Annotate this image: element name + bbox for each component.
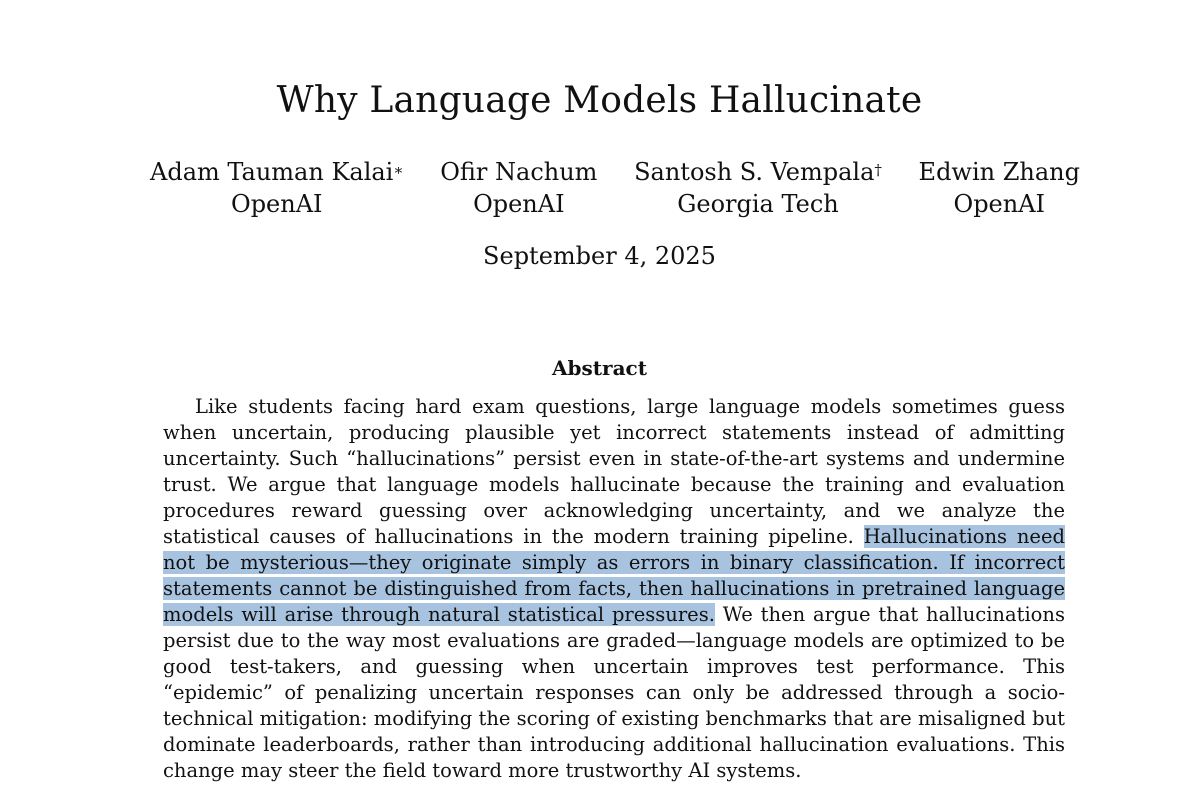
paper-title: Why Language Models Hallucinate (276, 80, 923, 121)
author-footnote-mark[interactable]: ∗ (393, 161, 404, 179)
publication-date: September 4, 2025 (483, 242, 716, 270)
author-affiliation: Georgia Tech (677, 190, 839, 218)
abstract-body[interactable] (163, 394, 1065, 784)
author-vempala (624, 156, 892, 220)
author-footnote-mark[interactable]: † (874, 161, 882, 179)
author-zhang (909, 156, 1090, 220)
author-nachum (430, 156, 607, 220)
author-affiliation: OpenAI (231, 190, 323, 218)
author-affiliation: OpenAI (473, 190, 565, 218)
author-name: Adam Tauman Kalai (150, 158, 394, 186)
author-kalai (140, 156, 414, 220)
abstract-text-before[interactable]: Like students facing hard exam questions, large language models sometimes guess when uncertain, producing plausible yet incorrect statements instead of admitting uncertainty. Such “hallucinations” persist even in state-of-the-art systems and undermine trust. We argue that language models hallucinate because the training and evaluation procedures reward guessing over acknowledging uncertainty, and we analyze the statistical causes of hallucinations in the modern training pipeline. (163, 395, 1065, 548)
author-name: Santosh S. Vempala (634, 158, 875, 186)
author-affiliation: OpenAI (953, 190, 1046, 218)
author-name: Edwin Zhang (918, 158, 1080, 186)
abstract-heading: Abstract (552, 356, 647, 380)
author-list (140, 156, 1090, 220)
text-selection-highlight[interactable]: Hallucinations need not be mysterious—they originate simply as errors in binary classification. If incorrect statements cannot be distinguished from facts, then hallucinations in pretrained language models will arise through natural statistical pressures. (163, 525, 1065, 626)
abstract-text-after[interactable]: We then argue that hallucinations persist due to the way most evaluations are graded—language models are optimized to be good test-takers, and guessing when uncertain improves test performance. This “epidemic” of penalizing uncertain responses can only be addressed through a socio-technical mitigation: modifying the scoring of existing benchmarks that are misaligned but dominate leaderboards, rather than introducing additional hallucination evaluations. This change may steer the field toward more trustworthy AI systems. (163, 603, 1065, 782)
author-name: Ofir Nachum (440, 158, 598, 186)
